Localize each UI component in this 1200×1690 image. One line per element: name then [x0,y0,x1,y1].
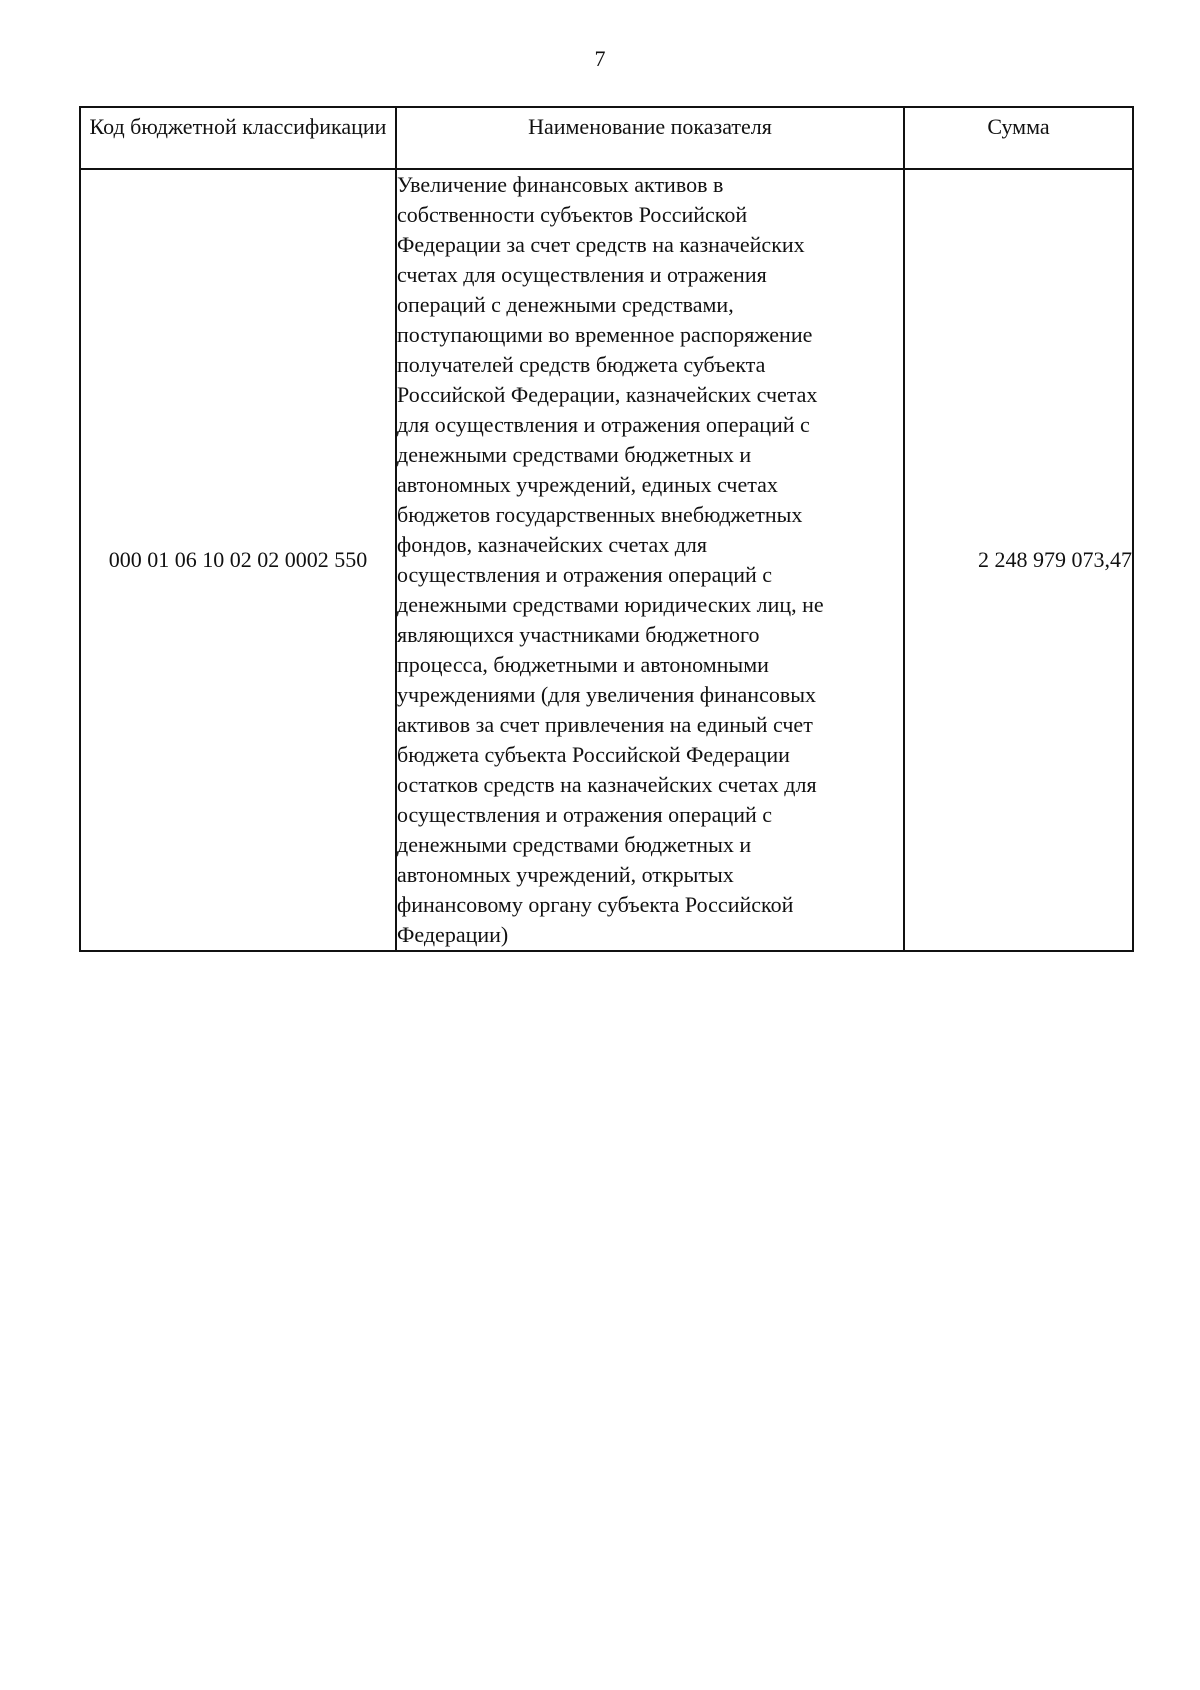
name-line: являющихся участниками бюджетного [397,622,760,647]
cell-code: 000 01 06 10 02 02 0002 550 [80,169,396,951]
budget-table [79,106,1134,952]
name-line: операций с денежными средствами, [397,292,734,317]
name-line: осуществления и отражения операций с [397,802,773,827]
table-header-row [80,107,1133,169]
name-line: собственности субъектов Российской [397,202,748,227]
name-line: автономных учреждений, открытых [397,862,734,887]
name-line: Федерации за счет средств на казначейских [397,232,805,257]
name-line: поступающими во временное распоряжение [397,322,813,347]
name-line: автономных учреждений, единых счетах [397,472,778,497]
table-row [80,169,1133,951]
header-name: Наименование показателя [396,107,904,169]
name-line: Российской Федерации, казначейских счетах [397,382,818,407]
header-code: Код бюджетной классификации [80,107,396,169]
name-line: фондов, казначейских счетах для [397,532,707,557]
name-line: Увеличение финансовых активов в [397,172,724,197]
name-line: бюджетов государственных внебюджетных [397,502,803,527]
cell-sum: 2 248 979 073,47 [904,169,1133,951]
header-sum: Сумма [904,107,1133,169]
name-line: денежными средствами бюджетных и [397,442,752,467]
name-line: осуществления и отражения операций с [397,562,773,587]
name-line: получателей средств бюджета субъекта [397,352,766,377]
name-line: учреждениями (для увеличения финансовых [397,682,817,707]
name-line: финансовому органу субъекта Российской [397,892,794,917]
name-line: активов за счет привлечения на единый счет [397,712,813,737]
name-line: денежными средствами бюджетных и [397,832,752,857]
name-line: процесса, бюджетными и автономными [397,652,769,677]
name-line: остатков средств на казначейских счетах для [397,772,817,797]
cell-name [396,169,904,951]
name-line: для осуществления и отражения операций с [397,412,810,437]
name-line: бюджета субъекта Российской Федерации [397,742,790,767]
page-number: 7 [594,46,606,71]
name-line: денежными средствами юридических лиц, не [397,592,824,617]
name-line: Федерации) [397,922,509,947]
name-line: счетах для осуществления и отражения [397,262,767,287]
